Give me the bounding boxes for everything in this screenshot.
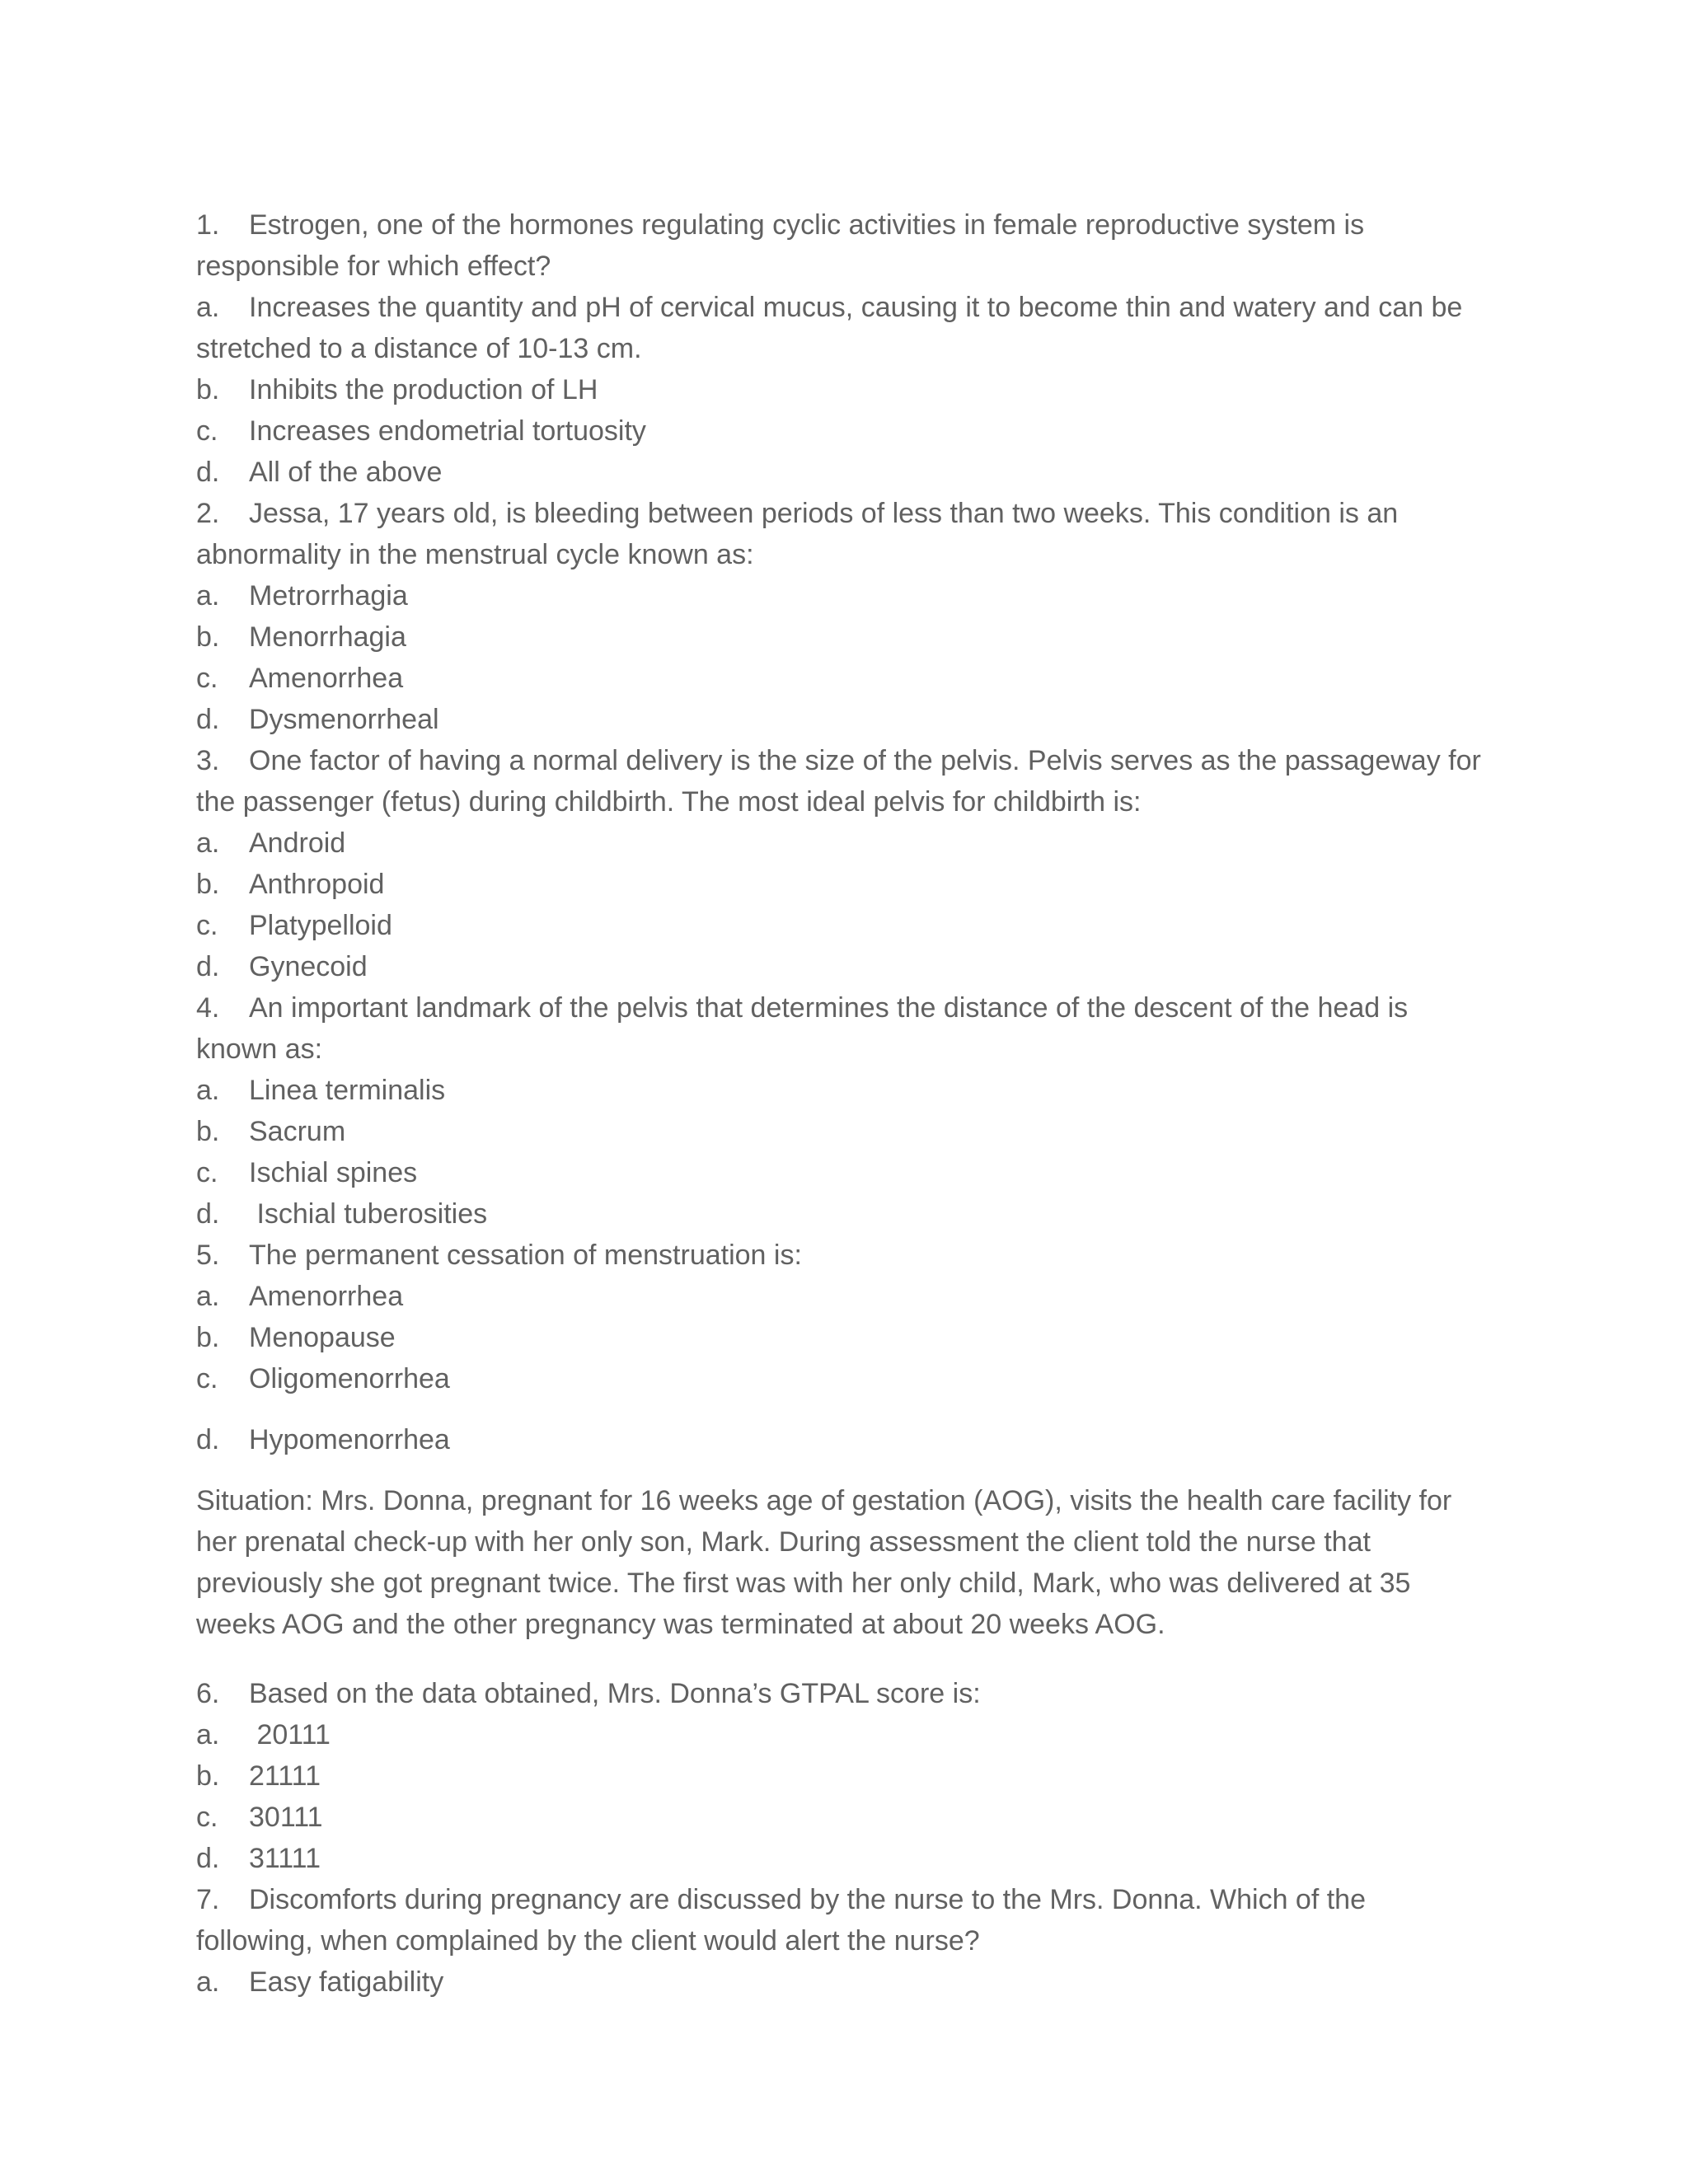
question-7-stem <box>196 1879 1482 1961</box>
question-text: The permanent cessation of menstruation is: <box>249 1240 802 1271</box>
option-letter: a. <box>196 292 220 323</box>
option-letter: b. <box>196 621 220 653</box>
option-text: Ischial tuberosities <box>249 1198 488 1230</box>
option-text: Sacrum <box>249 1116 346 1147</box>
question-5-option-b <box>196 1317 1482 1358</box>
option-letter: d. <box>196 1424 220 1455</box>
question-1-option-b <box>196 369 1482 410</box>
question-6-stem <box>196 1673 1482 1714</box>
question-number: 4. <box>196 992 220 1024</box>
question-2-stem <box>196 493 1482 575</box>
question-5-stem <box>196 1235 1482 1276</box>
option-text: 21111 <box>249 1760 321 1792</box>
question-3-option-d <box>196 946 1482 987</box>
option-letter: a. <box>196 1281 220 1312</box>
question-number: 7. <box>196 1884 220 1915</box>
option-letter: b. <box>196 374 220 405</box>
question-6-option-d <box>196 1838 1482 1879</box>
option-text: Platypelloid <box>249 910 392 941</box>
question-1-option-d <box>196 452 1482 493</box>
question-number: 1. <box>196 209 220 241</box>
option-text: All of the above <box>249 457 443 488</box>
option-letter: c. <box>196 1157 218 1188</box>
option-text: Increases the quantity and pH of cervical mucus, causing it to become thin and watery and can be stretched to a distance of 10-13 cm. <box>196 292 1463 364</box>
option-letter: a. <box>196 1719 220 1750</box>
question-4-option-b <box>196 1111 1482 1152</box>
question-text: An important landmark of the pelvis that determines the distance of the descent of the head is known as: <box>196 992 1409 1065</box>
option-text: Dysmenorrheal <box>249 704 439 735</box>
question-text: Estrogen, one of the hormones regulating cyclic activities in female reproductive system is responsible for which effect? <box>196 209 1365 282</box>
question-2-option-a <box>196 575 1482 616</box>
option-text: Increases endometrial tortuosity <box>249 415 646 447</box>
question-number: 3. <box>196 745 220 776</box>
option-letter: a. <box>196 1075 220 1106</box>
question-3-option-b <box>196 864 1482 905</box>
option-letter: c. <box>196 1802 218 1833</box>
option-letter: a. <box>196 827 220 859</box>
question-number: 5. <box>196 1240 220 1271</box>
option-letter: d. <box>196 1843 220 1874</box>
option-text: Hypomenorrhea <box>249 1424 450 1455</box>
option-letter: c. <box>196 910 218 941</box>
question-5-option-d <box>196 1419 1482 1460</box>
question-3-stem <box>196 740 1482 823</box>
option-text: Android <box>249 827 346 859</box>
option-text: Menopause <box>249 1322 396 1353</box>
option-letter: c. <box>196 663 218 694</box>
question-number: 2. <box>196 498 220 529</box>
question-number: 6. <box>196 1678 220 1709</box>
question-2-option-d <box>196 699 1482 740</box>
option-text: 30111 <box>249 1802 323 1833</box>
situation-paragraph: Situation: Mrs. Donna, pregnant for 16 weeks age of gestation (AOG), visits the health care facility for her prenatal check-up with her only son, Mark. During assessment the client told the nurse that previously she got pregnant twice. The first was with her only child, Mark, who was delivered at 35 weeks AOG and the other pregnancy was terminated at about 20 weeks AOG. <box>196 1485 1452 1640</box>
option-text: Ischial spines <box>249 1157 418 1188</box>
option-letter: d. <box>196 951 220 982</box>
option-letter: b. <box>196 869 220 900</box>
question-4-option-c <box>196 1152 1482 1193</box>
question-1-option-c <box>196 410 1482 452</box>
question-4-option-a <box>196 1070 1482 1111</box>
question-7-option-a <box>196 1961 1482 2003</box>
question-text: Based on the data obtained, Mrs. Donna’s GTPAL score is: <box>249 1678 981 1709</box>
question-6-option-a <box>196 1714 1482 1755</box>
question-text: Jessa, 17 years old, is bleeding between periods of less than two weeks. This condition is an abnormality in the menstrual cycle known as: <box>196 498 1399 570</box>
question-1-stem <box>196 204 1482 287</box>
question-5-option-a <box>196 1276 1482 1317</box>
question-6-option-c <box>196 1797 1482 1838</box>
question-3-option-a <box>196 823 1482 864</box>
question-2-option-b <box>196 616 1482 658</box>
question-6-option-b <box>196 1755 1482 1797</box>
option-text: Oligomenorrhea <box>249 1363 450 1394</box>
option-text: Linea terminalis <box>249 1075 446 1106</box>
option-letter: c. <box>196 415 218 447</box>
option-text: Metrorrhagia <box>249 580 408 612</box>
question-text: Discomforts during pregnancy are discussed by the nurse to the Mrs. Donna. Which of the following, when complained by the client would alert the nurse? <box>196 1884 1366 1957</box>
option-letter: c. <box>196 1363 218 1394</box>
option-text: Amenorrhea <box>249 1281 404 1312</box>
option-letter: d. <box>196 704 220 735</box>
option-letter: b. <box>196 1116 220 1147</box>
option-letter: a. <box>196 580 220 612</box>
option-letter: d. <box>196 457 220 488</box>
option-text: Anthropoid <box>249 869 385 900</box>
document-page <box>196 204 1482 2003</box>
option-text: Amenorrhea <box>249 663 404 694</box>
question-4-option-d <box>196 1193 1482 1235</box>
option-text: Gynecoid <box>249 951 368 982</box>
question-text: One factor of having a normal delivery is the size of the pelvis. Pelvis serves as the passageway for the passenger (fetus) during childbirth. The most ideal pelvis for childbirth is: <box>196 745 1481 818</box>
option-text: Easy fatigability <box>249 1966 444 1998</box>
question-3-option-c <box>196 905 1482 946</box>
question-5-option-c <box>196 1358 1482 1399</box>
question-2-option-c <box>196 658 1482 699</box>
option-text: 31111 <box>249 1843 321 1874</box>
option-text: Inhibits the production of LH <box>249 374 598 405</box>
option-text: 20111 <box>249 1719 331 1750</box>
question-1-option-a <box>196 287 1482 369</box>
option-letter: b. <box>196 1322 220 1353</box>
option-letter: b. <box>196 1760 220 1792</box>
question-4-stem <box>196 987 1482 1070</box>
option-letter: d. <box>196 1198 220 1230</box>
option-letter: a. <box>196 1966 220 1998</box>
option-text: Menorrhagia <box>249 621 406 653</box>
